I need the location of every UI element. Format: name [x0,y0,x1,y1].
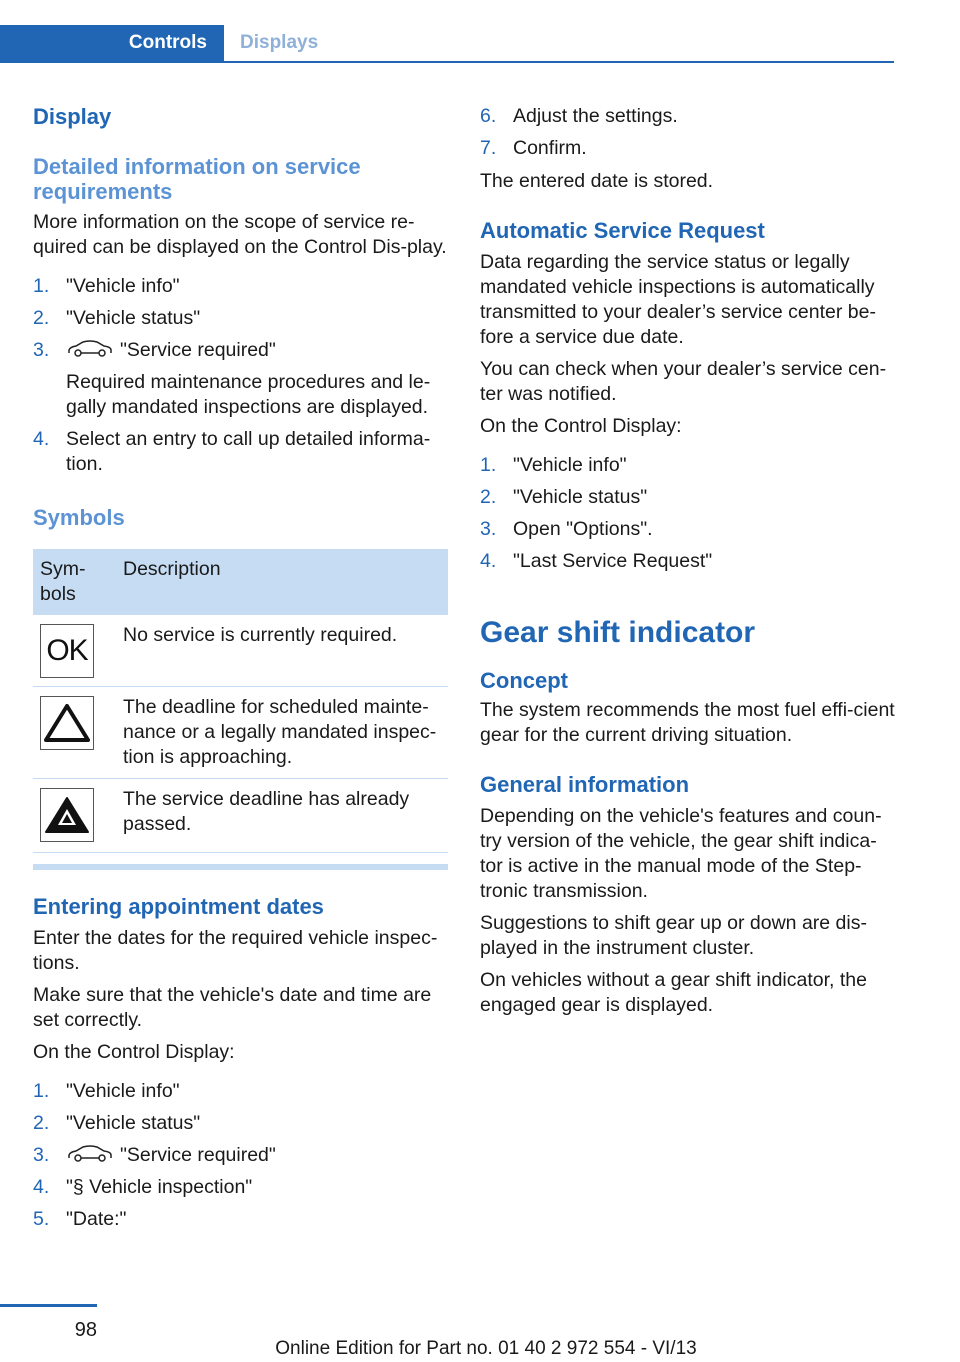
general-paragraph-3: On vehicles without a gear shift indicator, the engaged gear is displayed. [480,969,867,1016]
entering-paragraph-3: On the Control Display: [33,1041,235,1063]
table-header-row [33,549,448,615]
entering-paragraph-2: Make sure that the vehicle's date and time are set correctly. [33,984,432,1031]
list-item [480,549,895,574]
step-number: 2. [480,486,497,508]
gear-shift-indicator-heading: Gear shift indicator [480,616,756,649]
list-item [33,338,448,420]
list-item [33,427,448,477]
list-item [33,1111,448,1136]
step-text: "Vehicle status" [66,307,201,329]
step-number: 5. [33,1208,50,1230]
list-item [480,136,895,161]
step-number: 4. [480,550,497,572]
page-number: 98 [74,1319,97,1341]
step-text: Confirm. [513,137,587,159]
right-column [480,100,895,1018]
table-row [33,615,448,687]
table-cell-description: The service deadline has already passed. [116,779,448,853]
concept-paragraph: The system recommends the most fuel effi-cient gear for the current driving situation. [480,699,895,746]
entering-dates-heading: Entering appointment dates [33,894,324,919]
step-number: 4. [33,1176,50,1198]
step-text: Adjust the settings. [513,105,678,127]
step-number: 2. [33,1112,50,1134]
table-cell-icon [33,687,116,779]
step-number: 3. [33,1144,50,1166]
automatic-service-request-heading: Automatic Service Request [480,218,765,243]
step-text: "Vehicle info" [513,454,627,476]
car-service-icon [66,340,114,358]
list-item [480,104,895,129]
symbols-table [33,549,448,853]
list-item [480,517,895,542]
step-text: "Service required" [120,339,276,361]
step-text: "Last Service Request" [513,550,713,572]
symbols-heading: Symbols [33,505,125,530]
step-number: 1. [480,454,497,476]
tab-controls[interactable]: Controls [0,25,224,61]
table-header-symbols: Sym-bols [33,549,116,615]
list-item [33,1207,448,1232]
step-text: "Vehicle status" [66,1112,201,1134]
general-paragraph-1: Depending on the vehicle's features and coun-try version of the vehicle, the gear shift indica-tor is active in the manual mode of the Step-tronic transmission. [480,805,882,902]
step-text: Open "Options". [513,518,653,540]
table-header-description: Description [116,549,448,615]
step-number: 7. [480,137,497,159]
asr-paragraph-1: Data regarding the service status or legally mandated vehicle inspections is automatically transmitted to your dealer’s service center be-fore a service due date. [480,251,876,348]
concept-heading: Concept [480,668,568,693]
date-entry-steps-list [33,1079,448,1232]
list-item [480,485,895,510]
list-item [33,1175,448,1200]
table-row [33,687,448,779]
step-number: 6. [480,105,497,127]
detailed-info-heading: Detailed information on service requirements [33,154,361,204]
list-item [33,1079,448,1104]
tab-displays[interactable]: Displays [240,32,319,53]
section-tabs [0,25,894,63]
step-text: Select an entry to call up detailed informa-tion. [66,428,431,475]
step-number: 2. [33,307,50,329]
step-text: "Vehicle info" [66,1080,180,1102]
step-text: "Date:" [66,1208,127,1230]
detailed-info-paragraph: More information on the scope of service re-quired can be displayed on the Control Dis-play. [33,211,447,258]
table-bottom-rule [33,864,448,870]
ok-icon: OK [40,624,94,678]
list-item [33,274,448,299]
table-row [33,779,448,853]
warning-triangle-icon [40,696,94,750]
step-text: "Vehicle info" [66,275,180,297]
display-heading: Display [33,104,112,129]
step-number: 3. [480,518,497,540]
step-text: "Service required" [120,1144,276,1166]
step-number: 4. [33,428,50,450]
step-text: "§ Vehicle inspection" [66,1176,253,1198]
list-item [33,306,448,331]
list-item [480,453,895,478]
entering-paragraph-1: Enter the dates for the required vehicle inspec-tions. [33,927,438,974]
step-subtext: Required maintenance procedures and le-gally mandated inspections are displayed. [66,371,431,418]
step-number: 3. [33,339,50,361]
table-cell-icon [33,615,116,687]
car-service-icon [66,1145,114,1163]
step-number: 1. [33,1080,50,1102]
date-stored-text: The entered date is stored. [480,170,714,192]
table-cell-icon [33,779,116,853]
edition-footer: Online Edition for Part no. 01 40 2 972 554 - VI/13 [275,1338,697,1359]
asr-steps-list [480,453,895,574]
list-item [33,1143,448,1168]
left-column [33,100,448,1232]
asr-paragraph-3: On the Control Display: [480,415,682,437]
table-cell-description: No service is currently required. [116,615,448,687]
general-paragraph-2: Suggestions to shift gear up or down are dis-played in the instrument cluster. [480,912,867,959]
filled-warning-triangle-icon [40,788,94,842]
step-text: "Vehicle status" [513,486,648,508]
footer-rule [0,1304,97,1307]
date-entry-steps-continued [480,104,895,161]
table-cell-description: The deadline for scheduled mainte-nance or a legally mandated inspec-tion is approaching. [116,687,448,779]
general-information-heading: General information [480,772,690,797]
service-steps-list [33,274,448,477]
step-number: 1. [33,275,50,297]
asr-paragraph-2: You can check when your dealer’s service cen-ter was notified. [480,358,887,405]
